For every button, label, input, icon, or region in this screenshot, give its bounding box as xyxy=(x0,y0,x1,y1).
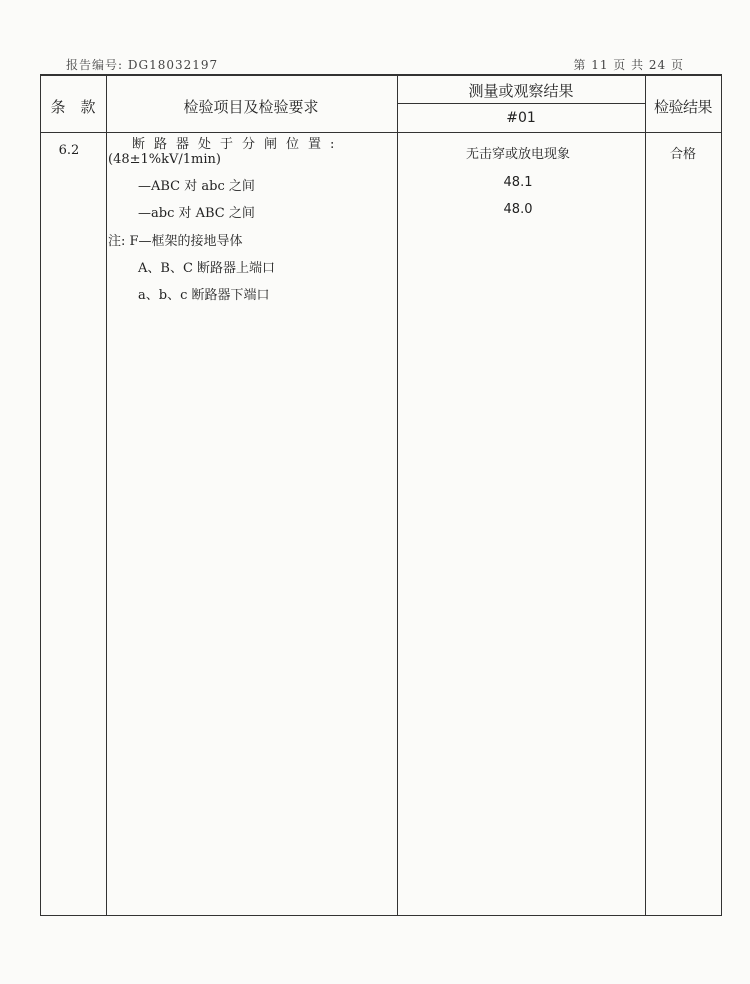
note-line-1: A、B、C 断路器上端口 xyxy=(138,261,276,276)
table-top-border xyxy=(40,74,722,76)
col-rule-3 xyxy=(645,74,646,916)
observation: 无击穿或放电现象 xyxy=(465,147,571,162)
table-left-border xyxy=(40,74,41,916)
table-bottom-border xyxy=(40,915,722,916)
measured-value-2: 48.0 xyxy=(503,202,533,217)
note-line-2: a、b、c 断路器下端口 xyxy=(138,288,270,303)
col-header-measure-sub: #01 xyxy=(506,110,536,126)
report-number-label: 报告编号: xyxy=(66,58,124,72)
report-number xyxy=(66,56,218,73)
col-rule-2 xyxy=(397,74,398,916)
item-title: 断路器处于分闸位置: xyxy=(132,137,344,152)
clause-number: 6.2 xyxy=(58,143,80,158)
col-header-result: 检验结果 xyxy=(653,98,713,116)
col-rule-1 xyxy=(106,74,107,916)
item-line-2: —abc 对 ABC 之间 xyxy=(138,206,255,221)
col-header-item: 检验项目及检验要求 xyxy=(183,98,319,116)
verdict: 合格 xyxy=(669,147,697,162)
table-right-border xyxy=(721,74,722,916)
report-number-value: DG18032197 xyxy=(127,58,219,72)
col-header-clause: 条 款 xyxy=(50,98,96,116)
measured-value-1: 48.1 xyxy=(503,175,533,190)
page-info: 第 11 页 共 24 页 xyxy=(573,58,684,72)
item-condition: (48±1%kV/1min) xyxy=(108,152,221,167)
col-header-measure: 测量或观察结果 xyxy=(468,82,574,100)
inspection-table xyxy=(40,74,722,916)
note-title: 注: F—框架的接地导体 xyxy=(108,234,243,249)
measure-sub-rule xyxy=(397,103,645,104)
item-line-1: —ABC 对 abc 之间 xyxy=(138,179,255,194)
